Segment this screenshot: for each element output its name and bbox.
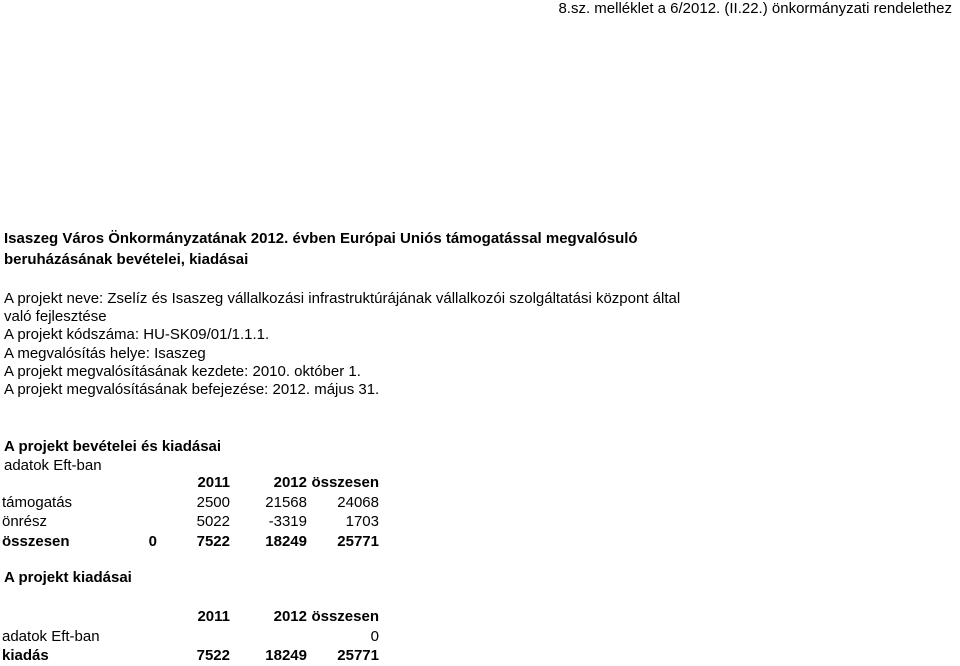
title-line-1: Isaszeg Város Önkormányzatának 2012. évben Európai Uniós támogatással megvalósuló [4, 230, 638, 247]
header-cell: 2012 [273, 474, 307, 491]
row-label: összesen [2, 532, 70, 550]
table-row [2, 493, 379, 513]
cell: 18249 [265, 647, 307, 664]
cell [122, 493, 157, 513]
table-row [2, 646, 379, 666]
cell: 2500 [196, 493, 230, 511]
project-end: A projekt megvalósításának befejezése: 2012. május 31. [4, 380, 380, 398]
project-name-line-2: való fejlesztése [4, 308, 107, 326]
title-line-2: beruházásának bevételei, kiadásai [4, 251, 249, 268]
row-label: önrész [2, 513, 48, 530]
cell: 18249 [265, 532, 307, 550]
cell: 24068 [337, 493, 379, 511]
revenue-heading: A projekt bevételei és kiadásai [4, 438, 222, 455]
project-code: A projekt kódszáma: HU-SK09/01/1.1.1. [4, 326, 270, 344]
table-row [2, 627, 379, 647]
row-label: kiadás [2, 647, 49, 664]
header-cell: 2011 [197, 474, 230, 491]
cell: 7522 [196, 647, 230, 664]
row-label: adatok Eft-ban [2, 627, 100, 645]
table-row [2, 512, 379, 532]
header-cell: 2011 [197, 608, 230, 625]
project-info [4, 290, 680, 399]
cell: 5022 [196, 513, 230, 530]
cell: 25771 [337, 532, 379, 550]
header-cell [122, 473, 157, 493]
expenses-heading: A projekt kiadásai [4, 569, 132, 586]
header-cell [122, 607, 157, 627]
document-header: 8.sz. melléklet a 6/2012. (II.22.) önkormányzati rendelethez [558, 0, 952, 17]
header-cell: összesen [311, 474, 379, 491]
revenue-unit: adatok Eft-ban [4, 457, 102, 474]
header-cell [2, 473, 122, 493]
revenue-table-header [2, 473, 379, 493]
cell: 0 [148, 532, 157, 550]
cell: 25771 [337, 647, 379, 664]
cell: 21568 [265, 493, 307, 511]
expenses-table [2, 607, 379, 666]
cell [122, 627, 157, 647]
cell: 7522 [196, 532, 230, 550]
cell [122, 646, 157, 666]
table-row [2, 532, 379, 552]
row-label: támogatás [2, 493, 73, 511]
document-title [4, 228, 638, 270]
expenses-table-header [2, 607, 379, 627]
project-name-line-1: A projekt neve: Zselíz és Isaszeg vállalkozási infrastruktúrájának vállalkozói szolgáltatási központ által [4, 290, 681, 307]
cell: -3319 [268, 513, 307, 530]
header-cell: összesen [311, 608, 379, 625]
cell: 1703 [345, 513, 379, 530]
project-location: A megvalósítás helye: Isaszeg [4, 344, 206, 362]
header-cell: 2012 [273, 608, 307, 625]
header-cell [2, 607, 122, 627]
cell [230, 627, 307, 647]
cell [157, 627, 230, 647]
revenue-table [2, 473, 379, 551]
cell [122, 512, 157, 532]
cell: 0 [370, 627, 379, 645]
project-start: A projekt megvalósításának kezdete: 2010. október 1. [4, 362, 361, 380]
